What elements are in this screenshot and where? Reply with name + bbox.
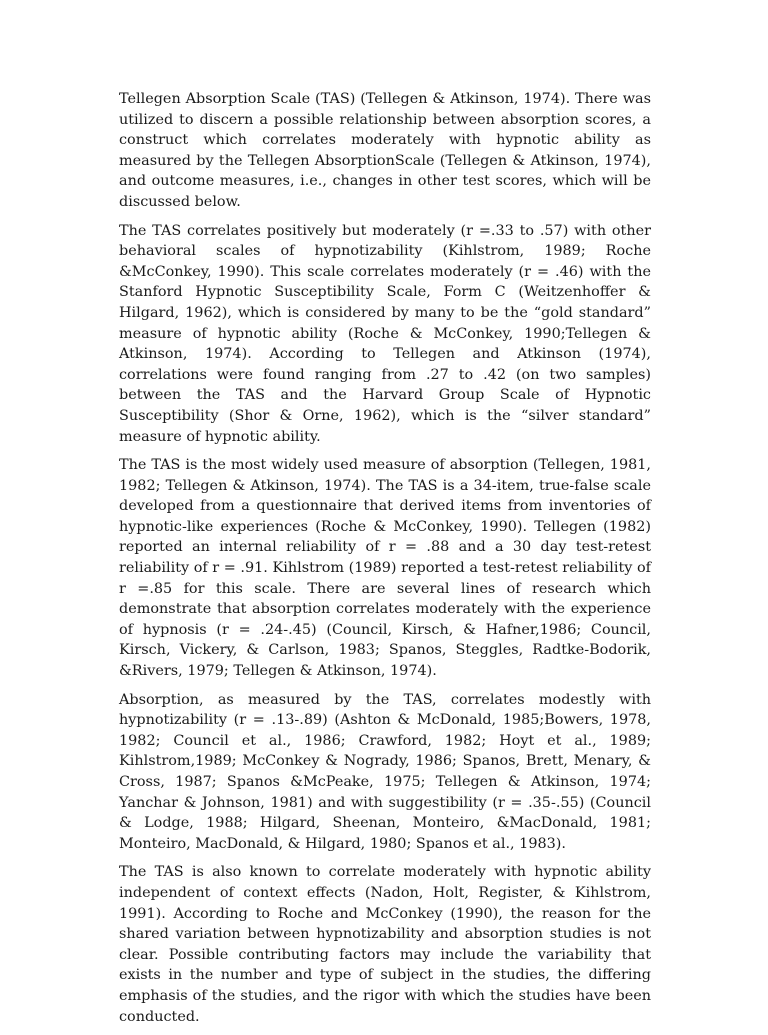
document-page <box>119 89 651 1035</box>
paragraph-3: The TAS is the most widely used measure of absorption (Tellegen, 1981, 1982; Tellegen & Atkinson, 1974). The TAS is a 34-item, true-false scale developed from a questionnaire that derived items from inventories of hypnotic-like experiences (Roche & McConkey, 1990). Tellegen (1982) reported an internal reliability of r = .88 and a 30 day test-retest reliability of r = .91. Kihlstrom (1989) reported a test-retest reliability of r =.85 for this scale. There are several lines of research which demonstrate that absorption correlates moderately with the experience of hypnosis (r = .24-.45) (Council, Kirsch, & Hafner,1986; Council, Kirsch, Vickery, & Carlson, 1983; Spanos, Steggles, Radtke-Bodorik, &Rivers, 1979; Tellegen & Atkinson, 1974). <box>119 457 651 680</box>
paragraph-1: Tellegen Absorption Scale (TAS) (Tellegen & Atkinson, 1974). There was utilized to discern a possible relationship between absorption scores, a construct which correlates moderately with hypnotic ability as measured by the Tellegen AbsorptionScale (Tellegen & Atkinson, 1974), and outcome measures, i.e., changes in other test scores, which will be discussed below. <box>119 91 651 210</box>
paragraph-2: The TAS correlates positively but moderately (r =.33 to .57) with other behavioral scales of hypnotizability (Kihlstrom, 1989; Roche &McConkey, 1990). This scale correlates moderately (r = .46) with the Stanford Hypnotic Susceptibility Scale, Form C (Weitzenhoffer & Hilgard, 1962), which is considered by many to be the “gold standard” measure of hypnotic ability (Roche & McConkey, 1990;Tellegen & Atkinson, 1974). According to Tellegen and Atkinson (1974), correlations were found ranging from .27 to .42 (on two samples) between the TAS and the Harvard Group Scale of Hypnotic Susceptibility (Shor & Orne, 1962), which is the “silver standard” measure of hypnotic ability. <box>119 222 651 445</box>
paragraph-4: Absorption, as measured by the TAS, correlates modestly with hypnotizability (r = .13-.89) (Ashton & McDonald, 1985;Bowers, 1978, 1982; Council et al., 1986; Crawford, 1982; Hoyt et al., 1989; Kihlstrom,1989; McConkey & Nogrady, 1986; Spanos, Brett, Menary, & Cross, 1987; Spanos &McPeake, 1975; Tellegen & Atkinson, 1974; Yanchar & Johnson, 1981) and with suggestibility (r = .35-.55) (Council & Lodge, 1988; Hilgard, Sheenan, Monteiro, &MacDonald, 1981; Monteiro, MacDonald, & Hilgard, 1980; Spanos et al., 1983). <box>119 691 651 852</box>
paragraph-5: The TAS is also known to correlate moderately with hypnotic ability independent of context effects (Nadon, Holt, Register, & Kihlstrom, 1991). According to Roche and McConkey (1990), the reason for the shared variation between hypnotizability and absorption studies is not clear. Possible contributing factors may include the variability that exists in the number and type of subject in the studies, the differing emphasis of the studies, and the rigor with which the studies have been conducted. <box>119 864 651 1025</box>
